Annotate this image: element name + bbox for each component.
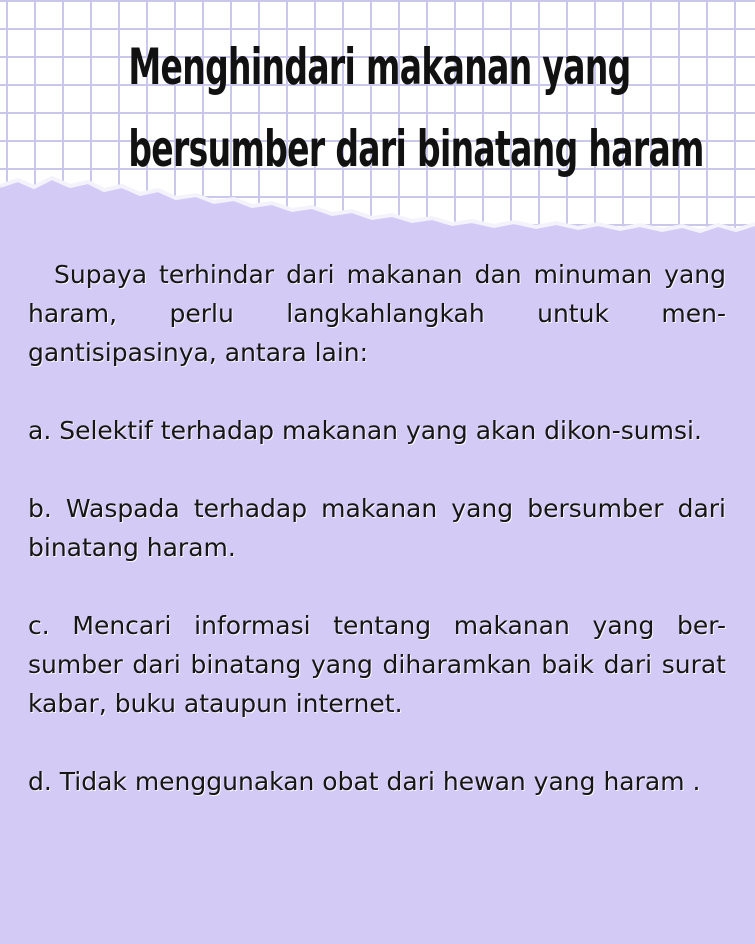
intro-paragraph: Supaya terhindar dari makanan dan minuman yang haram, perlu langkahlangkah untuk men-gantisipasinya, antara lain: [28,260,726,367]
content-body [28,255,726,801]
header [0,0,755,210]
title-line-2: bersumber dari binatang haram [128,120,704,178]
list-item-a: a. Selektif terhadap makanan yang akan dikon-sumsi. [28,416,702,445]
list-item-b: b. Waspada terhadap makanan yang bersumber dari binatang haram. [28,494,726,562]
list-item-d: d. Tidak menggunakan obat dari hewan yang haram . [28,767,701,796]
title-line-1: Menghindari makanan yang [128,38,631,96]
list-item-c: c. Mencari informasi tentang makanan yang ber-sumber dari binatang yang diharamkan baik dari surat kabar, buku ataupun internet. [28,611,726,718]
